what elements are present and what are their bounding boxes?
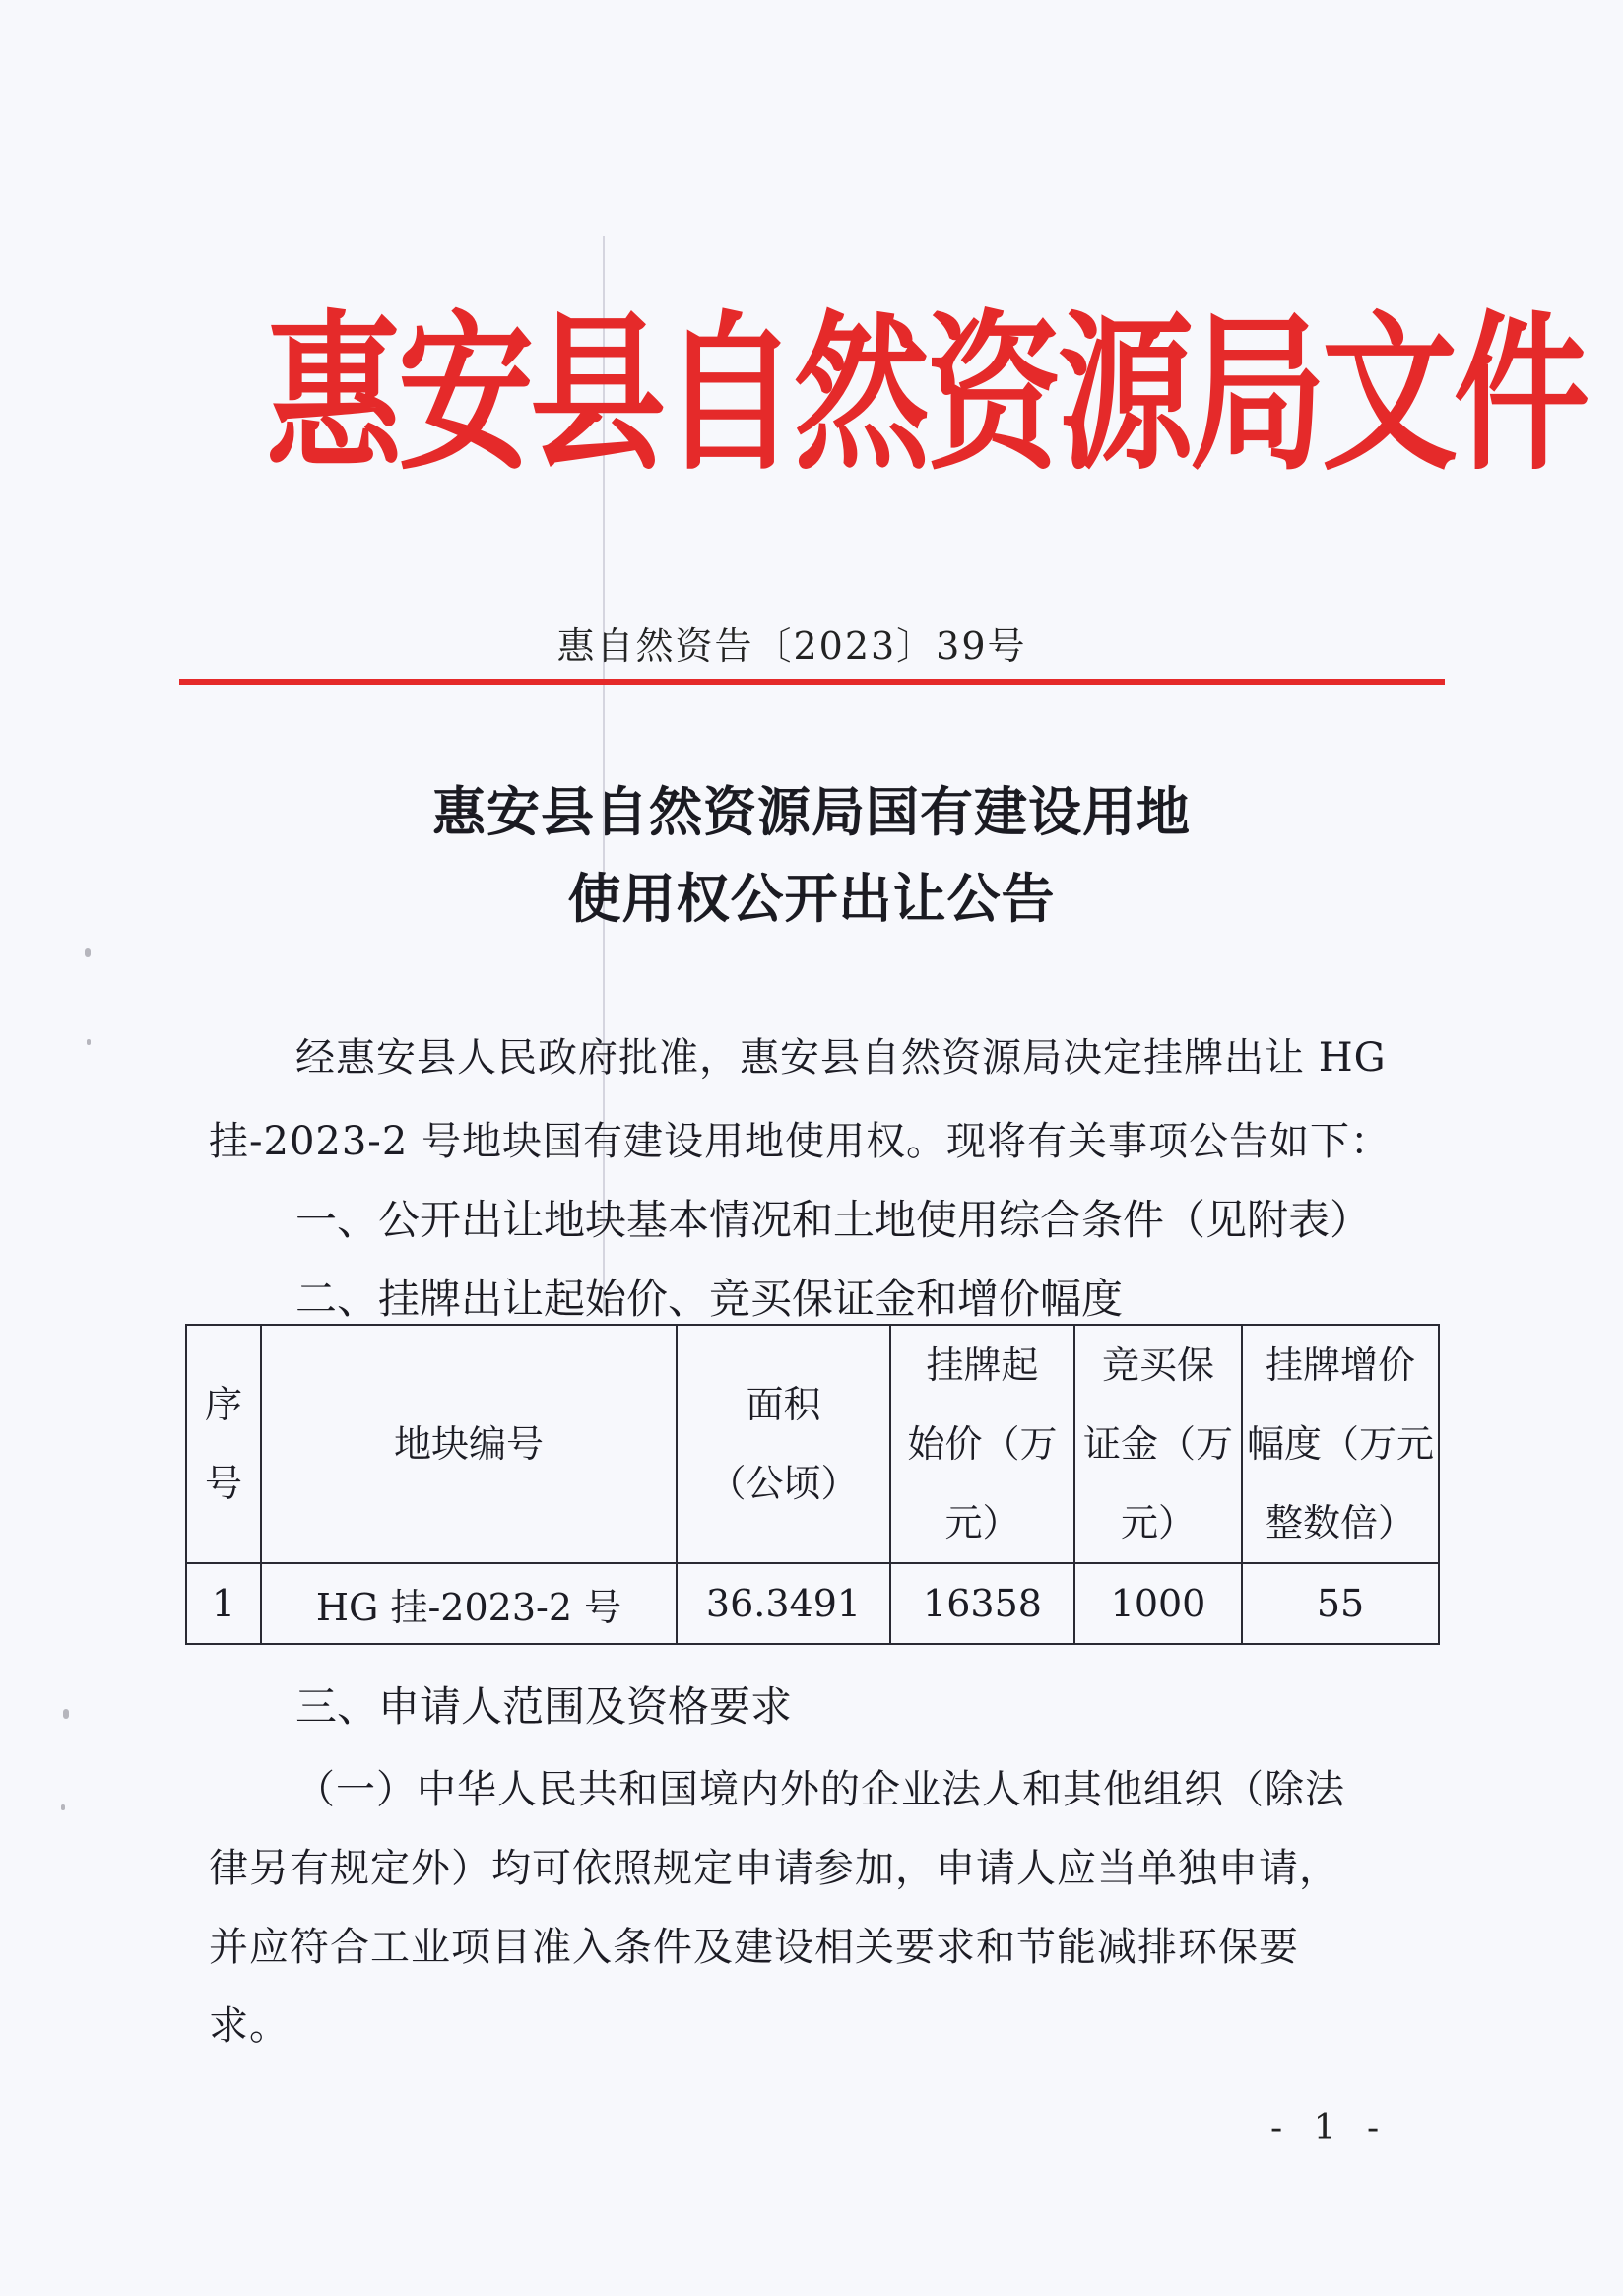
header-deposit — [1074, 1325, 1242, 1563]
notice-title-line1: 惠安县自然资源局国有建设用地 — [432, 780, 1191, 843]
cell-area: 36.3491 — [677, 1563, 890, 1644]
document-number — [0, 616, 1623, 670]
header-increment-line2: 幅度（万元 — [1246, 1422, 1434, 1466]
scan-speck — [61, 1804, 65, 1810]
cell-seq: 1 — [186, 1563, 261, 1644]
header-seq — [186, 1325, 261, 1563]
header-area-line1: 面积 — [746, 1383, 821, 1426]
para1-line3: 并应符合工业项目准入条件及建设相关要求和节能减排环保要 — [209, 1925, 1299, 1970]
cell-deposit: 1000 — [1074, 1563, 1242, 1644]
table-header-row — [186, 1325, 1439, 1563]
header-start-price-line2: 始价（万 — [907, 1422, 1058, 1466]
header-parcel: 地块编号 — [261, 1325, 677, 1563]
header-red-rule — [179, 679, 1445, 685]
land-parcel-table — [185, 1324, 1440, 1645]
header-start-price-line1: 挂牌起 — [926, 1344, 1039, 1387]
section-heading-1: 一、公开出让地块基本情况和土地使用综合条件（见附表） — [295, 1196, 1372, 1244]
header-area — [677, 1325, 890, 1563]
section-heading-3: 三、申请人范围及资格要求 — [295, 1682, 793, 1731]
document-header-title: 惠安县自然资源局文件 — [266, 293, 1587, 494]
page-number: - 1 - — [1270, 2108, 1390, 2148]
cell-increment: 55 — [1242, 1563, 1439, 1644]
notice-title-line2: 使用权公开出让公告 — [567, 867, 1056, 930]
header-start-price-line3: 元） — [944, 1501, 1020, 1544]
para1-line1: （一）中华人民共和国境内外的企业法人和其他组织（除法 — [295, 1767, 1345, 1812]
header-start-price — [890, 1325, 1074, 1563]
section-heading-2: 二、挂牌出让起始价、竞买保证金和增价幅度 — [295, 1275, 1124, 1323]
header-increment — [1242, 1325, 1439, 1563]
header-deposit-line3: 元） — [1120, 1501, 1196, 1544]
cell-parcel: HG 挂-2023-2 号 — [261, 1563, 677, 1644]
scan-speck — [87, 1039, 91, 1045]
scan-speck — [63, 1709, 69, 1719]
header-increment-line3: 整数倍） — [1265, 1501, 1415, 1544]
scan-speck — [85, 948, 91, 957]
cell-start-price: 16358 — [890, 1563, 1074, 1644]
header-increment-line1: 挂牌增价 — [1265, 1344, 1415, 1387]
para1-line2: 律另有规定外）均可依照规定申请参加，申请人应当单独申请， — [209, 1846, 1339, 1891]
header-area-line2: （公顷） — [708, 1462, 859, 1505]
header-deposit-line1: 竞买保 — [1101, 1344, 1214, 1387]
header-seq-line1: 序 — [204, 1383, 242, 1426]
intro-line2: 挂-2023-2 号地块国有建设用地使用权。现将有关事项公告如下： — [209, 1119, 1391, 1164]
table-row — [186, 1563, 1439, 1644]
header-deposit-line2: 证金（万 — [1082, 1422, 1233, 1466]
document-number-text: 惠自然资告〔2023〕39号 — [556, 624, 1027, 668]
intro-line1: 经惠安县人民政府批准，惠安县自然资源局决定挂牌出让 HG — [295, 1035, 1387, 1081]
para1-line4: 求。 — [209, 2003, 290, 2049]
header-seq-line2: 号 — [204, 1462, 242, 1505]
